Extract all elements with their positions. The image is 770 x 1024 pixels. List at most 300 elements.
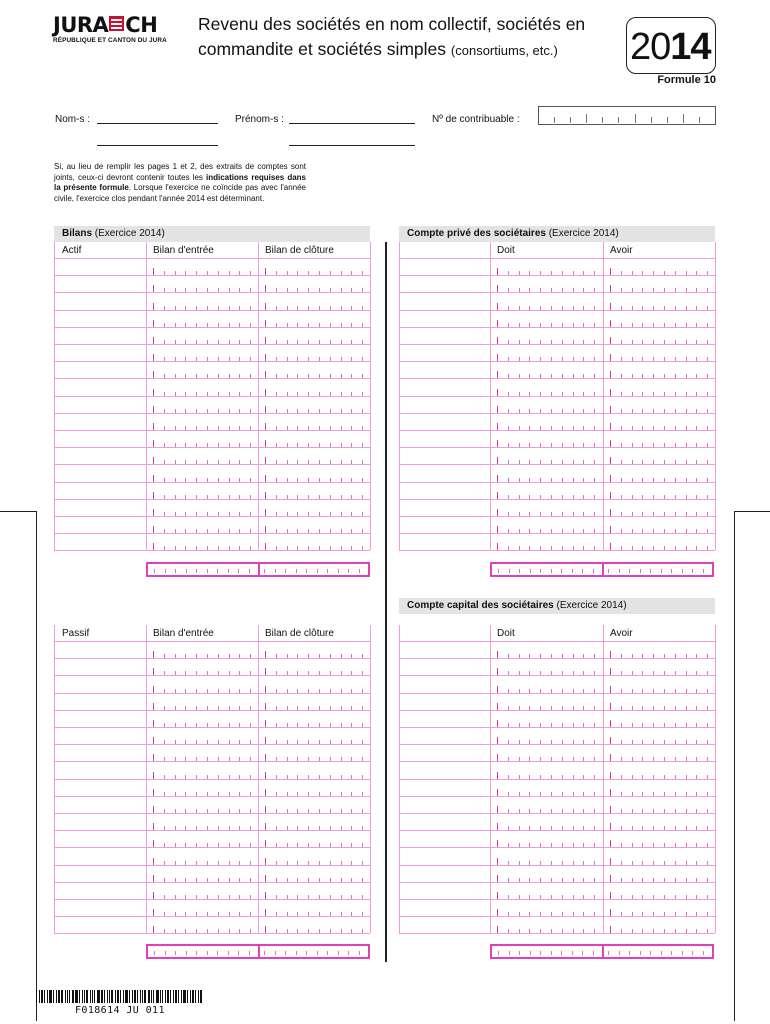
- total-digit-tick: [540, 569, 541, 573]
- digit-tick: [610, 772, 611, 779]
- digit-tick: [610, 823, 611, 830]
- barcode-bar: [120, 990, 121, 1003]
- total-digit-tick: [165, 951, 166, 955]
- table-row: [399, 464, 715, 465]
- note-text-1: Si, au lieu de remplir les pages 1 et 2, des extraits de comptes sont joints, ceux-ci devront contenir toutes les: [54, 162, 306, 182]
- total-digit-tick: [551, 569, 552, 573]
- digit-tick: [497, 492, 498, 499]
- note-text-bold: indications requises dans la présente formule: [54, 172, 306, 193]
- left-fold-mark: [0, 511, 36, 512]
- total-digit-tick: [671, 569, 672, 573]
- compte-capital-table[interactable]: [399, 625, 715, 937]
- total-digit-tick: [154, 569, 155, 573]
- digit-tick: [153, 772, 154, 779]
- total-digit-tick: [593, 569, 594, 573]
- barcode-bar: [142, 990, 143, 1003]
- table-row: [399, 258, 715, 259]
- table-row: [399, 550, 715, 551]
- barcode-bar: [137, 990, 138, 1003]
- total-digit-tick: [572, 569, 573, 573]
- passif-column-header: Passif: [62, 628, 90, 639]
- digit-tick: [497, 543, 498, 550]
- digit-tick: [153, 789, 154, 796]
- digit-tick: [153, 475, 154, 482]
- year-prefix: 20: [630, 26, 671, 68]
- table-row: [399, 430, 715, 431]
- digit-tick: [153, 703, 154, 710]
- barcode: [36, 990, 211, 1003]
- table-row: [399, 361, 715, 362]
- total-digit-tick: [317, 569, 318, 573]
- total-digit-tick: [703, 569, 704, 573]
- total-digit-tick: [186, 569, 187, 573]
- table-row: [54, 258, 370, 259]
- table-row: [54, 847, 370, 848]
- bilans-title: Bilans: [62, 228, 93, 239]
- barcode-bar: [75, 990, 78, 1003]
- barcode-bar: [125, 990, 128, 1003]
- digit-tick: [153, 840, 154, 847]
- table-row: [399, 482, 715, 483]
- compte-prive-title: Compte privé des sociétaires: [407, 228, 546, 239]
- digit-tick: [610, 651, 611, 658]
- total-digit-tick: [629, 569, 630, 573]
- barcode-bar: [94, 990, 95, 1003]
- digit-tick: [497, 303, 498, 310]
- table-row: [54, 761, 370, 762]
- total-digit-tick: [619, 569, 620, 573]
- table-row: [54, 447, 370, 448]
- digit-tick: [265, 651, 266, 658]
- total-digit-tick: [228, 951, 229, 955]
- compte-prive-table[interactable]: [399, 242, 715, 554]
- barcode-bar: [65, 990, 66, 1003]
- barcode-bar: [101, 990, 103, 1003]
- total-digit-tick: [629, 951, 630, 955]
- digit-tick: [610, 668, 611, 675]
- digit-tick: [497, 268, 498, 275]
- compte-prive-header: [399, 226, 715, 242]
- digit-tick: [497, 772, 498, 779]
- barcode-bar: [190, 990, 191, 1003]
- title-line-1: Revenu des sociétés en nom collectif, sociétés en: [198, 14, 586, 34]
- right-margin-line: [734, 511, 735, 1021]
- table-row: [54, 693, 370, 694]
- table-row: [399, 658, 715, 659]
- digit-tick: [265, 423, 266, 430]
- barcode-bar: [56, 990, 57, 1003]
- digit-tick: [153, 354, 154, 361]
- digit-tick: [265, 772, 266, 779]
- digit-tick: [497, 423, 498, 430]
- table-row: [399, 847, 715, 848]
- digit-tick: [153, 509, 154, 516]
- total-digit-tick: [296, 569, 297, 573]
- barcode-bar: [67, 990, 68, 1003]
- table-row: [54, 710, 370, 711]
- barcode-bar: [58, 990, 60, 1003]
- table-row: [399, 344, 715, 345]
- digit-tick: [610, 440, 611, 447]
- total-digit-tick: [217, 951, 218, 955]
- passif-bilan-entree-header: Bilan d'entrée: [153, 628, 214, 639]
- total-digit-tick: [154, 951, 155, 955]
- actif-table[interactable]: [54, 242, 370, 554]
- digit-tick: [610, 423, 611, 430]
- prive-total-row[interactable]: [490, 562, 714, 577]
- digit-tick: [153, 823, 154, 830]
- table-row: [54, 464, 370, 465]
- barcode-bar: [47, 990, 48, 1003]
- digit-tick: [610, 892, 611, 899]
- table-row: [399, 916, 715, 917]
- table-row: [399, 796, 715, 797]
- total-digit-tick: [540, 951, 541, 955]
- digit-tick: [610, 543, 611, 550]
- digit-tick: [265, 892, 266, 899]
- total-digit-tick: [619, 951, 620, 955]
- digit-tick: [153, 389, 154, 396]
- barcode-number: F018614 JU 011: [75, 1005, 165, 1016]
- formule-label: Formule 10: [657, 74, 716, 86]
- total-digit-tick: [285, 569, 286, 573]
- table-row: [399, 693, 715, 694]
- barcode-bar: [115, 990, 116, 1003]
- barcode-bar: [151, 990, 152, 1003]
- barcode-bar: [92, 990, 93, 1003]
- digit-tick: [265, 389, 266, 396]
- actif-bilan-cloture-header: Bilan de clôture: [265, 245, 334, 256]
- barcode-bar: [195, 990, 196, 1003]
- title-line-2: commandite et sociétés simples: [198, 39, 447, 59]
- digit-tick: [265, 492, 266, 499]
- table-row: [54, 779, 370, 780]
- digit-tick: [153, 668, 154, 675]
- barcode-bar: [90, 990, 91, 1003]
- total-digit-tick: [306, 569, 307, 573]
- compte-capital-header: [399, 598, 715, 614]
- table-row: [399, 327, 715, 328]
- total-digit-tick: [327, 951, 328, 955]
- digit-tick: [497, 371, 498, 378]
- total-digit-tick: [275, 951, 276, 955]
- table-row: [54, 882, 370, 883]
- table-row: [399, 413, 715, 414]
- digit-tick: [265, 354, 266, 361]
- barcode-bar: [129, 990, 130, 1003]
- digit-tick: [265, 543, 266, 550]
- contribuable-number-field[interactable]: [538, 106, 716, 125]
- contribuable-label: Nº de contribuable :: [432, 114, 520, 125]
- total-digit-tick: [207, 569, 208, 573]
- digit-tick: [265, 303, 266, 310]
- table-row: [399, 933, 715, 934]
- grid-border-right: [370, 242, 371, 550]
- digit-tick: [610, 492, 611, 499]
- digit-tick: [610, 526, 611, 533]
- total-digit-tick: [348, 951, 349, 955]
- digit-tick: [610, 475, 611, 482]
- passif-total-row[interactable]: [146, 944, 370, 959]
- digit-tick: [497, 320, 498, 327]
- table-row: [399, 813, 715, 814]
- digit-tick: [153, 737, 154, 744]
- digit-tick: [610, 703, 611, 710]
- digit-tick: [153, 651, 154, 658]
- total-digit-tick: [196, 951, 197, 955]
- table-row: [399, 675, 715, 676]
- barcode-bar: [178, 990, 179, 1003]
- digit-tick: [610, 371, 611, 378]
- table-row: [399, 865, 715, 866]
- total-digit-tick: [509, 951, 510, 955]
- table-row: [54, 275, 370, 276]
- grid-border-right: [370, 625, 371, 933]
- total-digit-tick: [264, 569, 265, 573]
- barcode-bar: [134, 990, 136, 1003]
- digit-tick: [610, 840, 611, 847]
- digit-tick: [153, 371, 154, 378]
- digit-tick: [497, 892, 498, 899]
- table-row: [54, 430, 370, 431]
- digit-tick: [497, 457, 498, 464]
- digit-tick: [265, 840, 266, 847]
- table-row: [54, 675, 370, 676]
- barcode-bar: [82, 990, 83, 1003]
- total-digit-tick: [264, 951, 265, 955]
- form-title: [198, 12, 598, 63]
- total-digit-tick: [640, 951, 641, 955]
- table-row: [399, 641, 715, 642]
- table-row: [399, 761, 715, 762]
- barcode-bar: [160, 990, 161, 1003]
- passif-table[interactable]: [54, 625, 370, 937]
- digit-tick: [497, 789, 498, 796]
- digit-tick: [497, 337, 498, 344]
- compte-capital-exercice: (Exercice 2014): [553, 600, 627, 611]
- digit-tick: [610, 909, 611, 916]
- table-row: [54, 658, 370, 659]
- total-digit-tick: [165, 569, 166, 573]
- noms-field-line-2[interactable]: [97, 145, 218, 146]
- digit-tick: [265, 440, 266, 447]
- digit-tick: [265, 875, 266, 882]
- table-row: [54, 796, 370, 797]
- digit-tick: [497, 858, 498, 865]
- digit-tick: [265, 909, 266, 916]
- table-row: [399, 447, 715, 448]
- prive-doit-header: Doit: [497, 245, 515, 256]
- total-digit-tick: [530, 951, 531, 955]
- digit-tick: [265, 668, 266, 675]
- table-row: [54, 482, 370, 483]
- barcode-bar: [69, 990, 70, 1003]
- digit-tick: [265, 789, 266, 796]
- logo-ch-text: CH: [125, 13, 158, 37]
- digit-tick: [265, 737, 266, 744]
- digit-tick: [265, 406, 266, 413]
- table-row: [54, 499, 370, 500]
- table-row: [399, 744, 715, 745]
- actif-bilan-entree-header: Bilan d'entrée: [153, 245, 214, 256]
- digit-tick: [497, 440, 498, 447]
- total-digit-tick: [338, 569, 339, 573]
- barcode-bar: [107, 990, 108, 1003]
- grid-border-right: [715, 242, 716, 550]
- jura-flag-icon: [109, 16, 124, 31]
- barcode-bar: [183, 990, 186, 1003]
- table-row: [54, 744, 370, 745]
- digit-tick: [610, 354, 611, 361]
- digit-tick: [153, 806, 154, 813]
- digit-tick: [265, 926, 266, 933]
- digit-tick: [610, 737, 611, 744]
- barcode-bar: [41, 990, 43, 1003]
- table-row: [54, 413, 370, 414]
- digit-tick: [153, 303, 154, 310]
- digit-tick: [610, 926, 611, 933]
- table-row: [54, 916, 370, 917]
- digit-tick: [265, 337, 266, 344]
- digit-tick: [610, 457, 611, 464]
- digit-tick: [153, 440, 154, 447]
- prenoms-label: Prénom-s :: [235, 114, 284, 125]
- capital-total-row[interactable]: [490, 944, 714, 959]
- digit-tick: [265, 686, 266, 693]
- digit-tick: [497, 720, 498, 727]
- jura-ch-logo: [53, 14, 188, 44]
- total-digit-tick: [682, 569, 683, 573]
- digit-tick: [265, 703, 266, 710]
- digit-tick: [610, 268, 611, 275]
- barcode-bar: [72, 990, 74, 1003]
- digit-tick: [497, 806, 498, 813]
- digit-tick: [265, 320, 266, 327]
- year-box: [626, 17, 716, 74]
- barcode-bar: [140, 990, 141, 1003]
- total-digit-tick: [519, 951, 520, 955]
- digit-tick: [265, 858, 266, 865]
- total-digit-tick: [640, 569, 641, 573]
- total-digit-tick: [509, 569, 510, 573]
- table-row: [54, 378, 370, 379]
- digit-tick: [153, 892, 154, 899]
- digit-tick: [497, 526, 498, 533]
- table-row: [54, 727, 370, 728]
- total-digit-tick: [608, 569, 609, 573]
- digit-tick: [497, 703, 498, 710]
- digit-tick: [265, 754, 266, 761]
- total-digit-tick: [338, 951, 339, 955]
- digit-tick: [497, 686, 498, 693]
- digit-tick: [265, 509, 266, 516]
- table-row: [54, 933, 370, 934]
- barcode-bar: [187, 990, 188, 1003]
- barcode-bar: [173, 990, 174, 1003]
- digit-tick: [153, 858, 154, 865]
- digit-tick: [610, 320, 611, 327]
- total-digit-tick: [582, 569, 583, 573]
- digit-tick: [610, 806, 611, 813]
- prenoms-field[interactable]: [289, 123, 415, 124]
- digit-tick: [610, 509, 611, 516]
- digit-tick: [265, 526, 266, 533]
- table-row: [54, 865, 370, 866]
- passif-bilan-cloture-header: Bilan de clôture: [265, 628, 334, 639]
- left-margin-line: [36, 511, 37, 1021]
- barcode-bar: [181, 990, 182, 1003]
- table-row: [54, 396, 370, 397]
- total-digit-tick: [661, 569, 662, 573]
- table-row: [54, 830, 370, 831]
- barcode-bar: [153, 990, 154, 1003]
- digit-tick: [265, 823, 266, 830]
- total-digit-tick: [359, 951, 360, 955]
- table-row: [399, 378, 715, 379]
- barcode-bar: [109, 990, 110, 1003]
- digit-tick: [153, 285, 154, 292]
- digit-tick: [497, 475, 498, 482]
- actif-total-row[interactable]: [146, 562, 370, 577]
- digit-tick: [153, 337, 154, 344]
- digit-tick: [265, 285, 266, 292]
- noms-label: Nom-s :: [55, 114, 90, 125]
- table-row: [54, 813, 370, 814]
- table-row: [54, 550, 370, 551]
- total-digit-tick: [593, 951, 594, 955]
- digit-tick: [497, 875, 498, 882]
- total-digit-tick: [359, 569, 360, 573]
- digit-tick: [610, 337, 611, 344]
- capital-doit-header: Doit: [497, 628, 515, 639]
- digit-tick: [497, 668, 498, 675]
- barcode-bar: [148, 990, 150, 1003]
- total-digit-tick: [551, 951, 552, 955]
- total-digit-tick: [572, 951, 573, 955]
- table-row: [399, 899, 715, 900]
- table-row: [399, 533, 715, 534]
- prenoms-field-line-2[interactable]: [289, 145, 415, 146]
- digit-tick: [497, 651, 498, 658]
- digit-tick: [497, 285, 498, 292]
- total-digit-tick: [608, 951, 609, 955]
- digit-tick: [497, 926, 498, 933]
- digit-tick: [610, 389, 611, 396]
- total-digit-tick: [217, 569, 218, 573]
- barcode-bar: [132, 990, 133, 1003]
- table-row: [399, 275, 715, 276]
- noms-field[interactable]: [97, 123, 218, 124]
- digit-tick: [497, 389, 498, 396]
- digit-tick: [497, 754, 498, 761]
- digit-tick: [153, 492, 154, 499]
- total-digit-tick: [296, 951, 297, 955]
- total-digit-tick: [175, 951, 176, 955]
- barcode-bar: [61, 990, 63, 1003]
- table-row: [399, 779, 715, 780]
- total-digit-tick: [327, 569, 328, 573]
- digit-tick: [153, 406, 154, 413]
- digit-tick: [610, 686, 611, 693]
- digit-tick: [153, 423, 154, 430]
- total-digit-tick: [498, 569, 499, 573]
- grid-border-right: [715, 625, 716, 933]
- right-fold-mark: [734, 511, 770, 512]
- table-row: [54, 361, 370, 362]
- barcode-bar: [167, 990, 169, 1003]
- table-row: [54, 516, 370, 517]
- barcode-bar: [170, 990, 171, 1003]
